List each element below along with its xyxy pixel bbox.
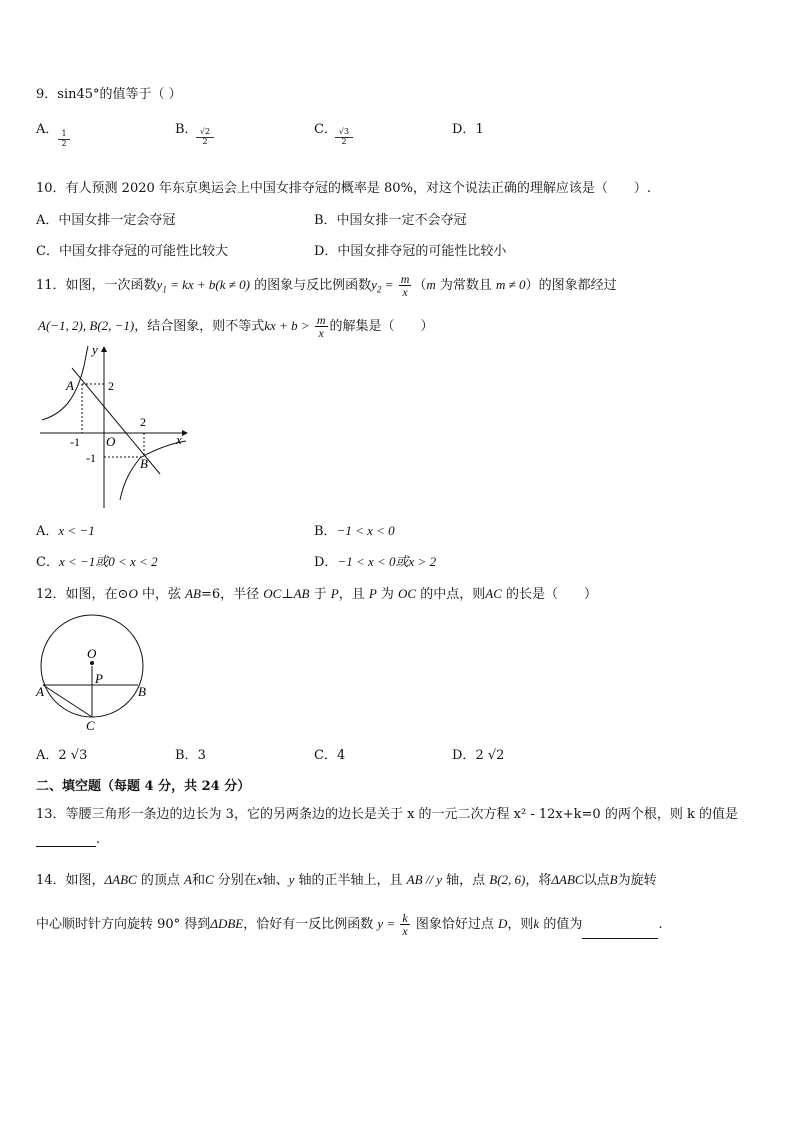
q14-line2-end: . <box>658 917 663 932</box>
q11-option-d-label: D． <box>314 555 338 570</box>
q11-label-y: y <box>92 342 98 357</box>
q10-option-a: A．中国女排一定会夺冠 <box>36 213 176 228</box>
q11-label-neg1-y: -1 <box>86 451 96 465</box>
q9-option-a-den: 2 <box>61 138 67 148</box>
q10-option-d: D．中国女排夺冠的可能性比较小 <box>314 244 507 259</box>
q12-label-o: O <box>87 646 97 661</box>
q12-label-b: B <box>138 684 146 699</box>
q11-y2: y <box>371 277 377 292</box>
q14-line1-b2: B <box>609 872 618 887</box>
q11-option-b-text: −1 < x < 0 <box>336 523 395 538</box>
q11-label-two-x: 2 <box>140 415 146 429</box>
q12-stem-e: 于 <box>309 587 331 602</box>
q14-line1-y: y <box>288 872 295 887</box>
q12-option-d-label: D． <box>452 748 476 763</box>
q12-stem-a: 12．如图，在⊙ <box>36 587 129 602</box>
q12-stem-h: 的中点，则 <box>416 587 486 602</box>
q12-stem-c: =6，半径 <box>200 587 264 602</box>
q12-stem-ac: AC <box>485 586 502 601</box>
q11-stem-e: m ≠ 0 <box>496 277 526 292</box>
q14-line1-a-point: A <box>184 872 192 887</box>
q11-x-axis-arrow <box>182 430 188 436</box>
q14-line2-y: y = <box>377 916 399 931</box>
q12-option-c-label: C． <box>314 748 337 763</box>
q12-option-d <box>452 744 504 763</box>
q13-answer-blank[interactable] <box>36 833 96 847</box>
q11-hyperbola-right <box>120 441 186 500</box>
q11-y-axis-arrow <box>101 346 107 352</box>
q14-line2-e: 的值为 <box>539 917 583 932</box>
q11-stem-line1 <box>36 271 617 304</box>
q14-line1-i: 以点 <box>583 873 610 888</box>
q11-option-a-text: x < −1 <box>58 523 95 538</box>
q11-label-neg1-x: -1 <box>70 435 80 449</box>
q12-label-a: A <box>36 684 44 699</box>
q14-line1-j: 为旋转 <box>617 873 657 888</box>
q11-option-c-text: x < −1或0 < x < 2 <box>58 554 158 569</box>
q11-stem-d: 为常数且 <box>435 278 497 293</box>
q14-line1-g: 轴，点 <box>442 873 490 888</box>
q10-option-c: C．中国女排夺冠的可能性比较大 <box>36 244 228 259</box>
q11-hyperbola-left <box>42 346 88 420</box>
q11-option-a-label: A． <box>36 524 59 539</box>
q11-label-x: x <box>176 432 182 447</box>
q14-line1-c-point: C <box>204 872 214 887</box>
q12-circle-figure <box>34 608 158 732</box>
q14-line1-c: 和 <box>191 873 205 888</box>
q12-stem <box>36 583 597 602</box>
q10-option-b: B．中国女排一定不会夺冠 <box>314 213 467 228</box>
q9-option-b-label: B． <box>175 122 198 137</box>
q12-option-d-text: 2 √2 <box>475 748 505 763</box>
q11-ineq-fraction <box>315 314 328 339</box>
q12-stem-g: 为 <box>376 587 399 602</box>
q11-points: A(−1, 2), B(2, −1) <box>38 318 135 333</box>
q11-option-b-label: B． <box>314 524 337 539</box>
q9-stem: 9．sin45°的值等于（ ） <box>36 87 182 102</box>
q12-label-p: P <box>95 671 103 686</box>
q14-line2-num: k <box>402 911 408 925</box>
q11-stem-h: 的解集是（ ） <box>329 319 434 334</box>
q12-option-a <box>36 744 87 763</box>
q11-stem-a: 11．如图，一次函数 <box>36 278 157 293</box>
q11-y1-expr: = kx + b(k ≠ 0) <box>166 277 250 292</box>
q12-stem-p2: P <box>368 586 377 601</box>
q11-label-two-y: 2 <box>108 379 114 393</box>
q14-line1-x: x <box>256 872 263 887</box>
q9-option-a-num: 1 <box>61 129 67 138</box>
q14-line1-abc2: ΔABC <box>551 872 584 887</box>
q11-y2-den: x <box>402 285 408 299</box>
q14-line1-h: ，将 <box>525 873 552 888</box>
q12-stem-b: 中，弦 <box>137 587 186 602</box>
q14-line1-par: AB // y <box>406 872 443 887</box>
q11-y2-fraction <box>399 273 412 298</box>
q11-label-o: O <box>106 434 116 449</box>
q11-y2-num: m <box>400 272 410 286</box>
q9-option-c-label: C． <box>314 122 337 137</box>
q14-line1-b-point: B(2, 6) <box>489 872 526 887</box>
q11-option-a <box>36 520 95 539</box>
q14-line1-f: 轴的正半轴上，且 <box>294 873 407 888</box>
q12-stem-p: P <box>330 586 339 601</box>
q12-center-dot <box>90 661 94 665</box>
q11-stem-f: ）的图象都经过 <box>525 278 617 293</box>
q9-option-a-label: A． <box>36 122 59 137</box>
q14-line2-a: 中心顺时针方向旋转 90° 得到 <box>36 917 211 932</box>
q14-line2 <box>36 910 662 939</box>
q12-stem-i: 的长是（ ） <box>501 587 598 602</box>
q11-label-b: B <box>140 456 148 471</box>
q14-line2-d: ，则 <box>507 917 534 932</box>
q12-option-a-text: 2 √3 <box>58 748 88 763</box>
q12-option-b-text: 3 <box>197 748 206 763</box>
q12-stem-oc2: OC <box>398 586 417 601</box>
q9-option-c-num: √3 <box>338 127 350 136</box>
q12-segment-ac <box>43 685 92 717</box>
q12-option-b-label: B． <box>175 748 198 763</box>
q12-option-c <box>314 744 345 763</box>
q9-option-d <box>452 118 484 137</box>
q11-label-a: A <box>66 378 74 393</box>
q12-stem-f: ，且 <box>338 587 369 602</box>
q12-stem-oc: OC <box>263 586 282 601</box>
q14-line1-a: 14．如图， <box>36 873 105 888</box>
q14-line1-d: 分别在 <box>213 873 257 888</box>
q11-y1: y <box>156 277 163 292</box>
q14-line2-k: k <box>533 916 540 931</box>
q14-line2-den: x <box>402 924 408 938</box>
q11-stem-c: （ <box>413 278 427 293</box>
q11-stem-g: ，结合图象，则不等式 <box>134 319 265 334</box>
q9-option-c-fraction <box>335 128 353 147</box>
q11-ineq-den: x <box>318 326 324 340</box>
q14-line2-d-point: D <box>498 916 508 931</box>
q11-option-c-label: C． <box>36 555 59 570</box>
q14-line2-fraction <box>400 912 409 937</box>
q11-ineq-num: m <box>316 313 326 327</box>
q12-option-b <box>175 744 206 763</box>
q11-option-b <box>314 520 395 539</box>
q11-option-d-text: −1 < x < 0或x > 2 <box>337 554 437 569</box>
section-2-heading: 二、填空题（每题 4 分，共 24 分） <box>36 779 251 794</box>
q13-stem: 13．等腰三角形一条边的边长为 3，它的另两条边的边长是关于 x 的一元二次方程 x² - 12x+k=0 的两个根，则 k 的值是 <box>36 807 738 822</box>
q11-stem-line2 <box>38 312 434 341</box>
q11-ineq: kx + b > <box>264 318 313 333</box>
q14-line2-b: ，恰好有一反比例函数 <box>243 917 378 932</box>
q10-stem: 10．有人预测 2020 年东京奥运会上中国女排夺冠的概率是 80%，对这个说法正确的理解应该是（ ）. <box>36 181 652 196</box>
q11-graph <box>36 340 196 512</box>
q12-option-a-label: A． <box>36 748 59 763</box>
q9-option-d-label: D． <box>452 122 476 137</box>
q11-y2-eq: = <box>381 277 397 292</box>
q14-line1-e: 轴、 <box>262 873 289 888</box>
q11-stem-b: 的图象与反比例函数 <box>249 278 372 293</box>
q13-tail: . <box>96 832 101 847</box>
q14-line1 <box>36 869 657 888</box>
q14-answer-blank[interactable] <box>582 925 658 939</box>
q12-stem-d: ⊥ <box>281 587 294 602</box>
q14-line2-c: 图象恰好过点 <box>411 917 498 932</box>
q12-stem-ab: AB <box>185 586 201 601</box>
q9-option-c-den: 2 <box>341 136 347 146</box>
q9-option-a-fraction <box>58 130 70 149</box>
q11-y2-sub: 2 <box>376 284 382 295</box>
q12-stem-ab2: AB <box>293 586 310 601</box>
q9-option-d-text: 1 <box>475 122 484 137</box>
q9-option-b-fraction <box>196 128 214 147</box>
q14-line1-b: 的顶点 <box>136 873 184 888</box>
q9-option-b-num: √2 <box>199 127 211 136</box>
q14-line1-abc: ΔABC <box>104 872 137 887</box>
q11-stem-m: m <box>426 277 436 292</box>
q11-y1-sub: 1 <box>162 284 167 295</box>
q14-line2-dbe: ΔDBE <box>210 916 244 931</box>
q11-option-c <box>36 551 158 570</box>
q12-label-c: C <box>86 718 95 732</box>
q13-answer-line <box>36 832 100 847</box>
q11-option-d <box>314 551 436 570</box>
q12-option-c-text: 4 <box>336 748 346 763</box>
q9-option-b-den: 2 <box>202 136 208 146</box>
q12-stem-o: O <box>128 586 138 601</box>
